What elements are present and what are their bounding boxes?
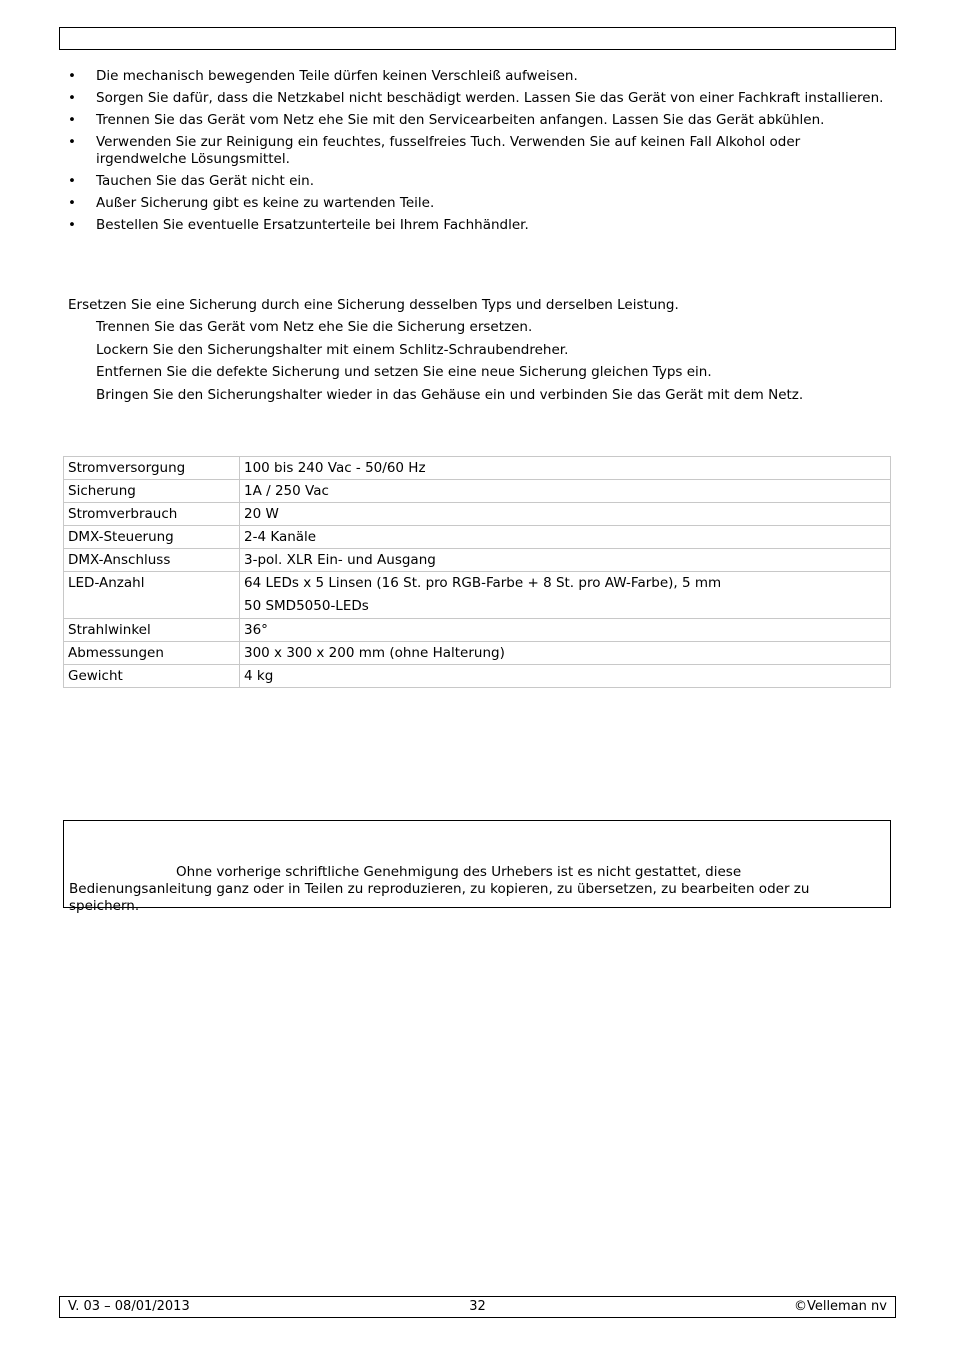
- fuse-steps-list: [96, 319, 803, 409]
- list-item: • Trennen Sie das Gerät vom Netz ehe Sie mit den Servicearbeiten anfangen. Lassen Sie das Gerät abkühlen.: [68, 112, 888, 129]
- table-row: [64, 549, 891, 572]
- spec-label: Stromversorgung: [64, 457, 240, 480]
- list-item: • Verwenden Sie zur Reinigung ein feuchtes, fusselfreies Tuch. Verwenden Sie auf keinen Fall Alkohol oder irgendwelche Lösungsmittel.: [68, 134, 888, 168]
- spec-value: 300 x 300 x 200 mm (ohne Halterung): [240, 642, 891, 665]
- list-item: • Sorgen Sie dafür, dass die Netzkabel nicht beschädigt werden. Lassen Sie das Gerät von einer Fachkraft installieren.: [68, 90, 888, 107]
- maintenance-bullet-list: [68, 68, 888, 239]
- spec-value: 2-4 Kanäle: [240, 526, 891, 549]
- table-row: [64, 619, 891, 642]
- spec-label: Gewicht: [64, 665, 240, 688]
- list-item: • Bestellen Sie eventuelle Ersatzunterteile bei Ihrem Fachhändler.: [68, 217, 888, 234]
- spec-label: Sicherung: [64, 480, 240, 503]
- spec-label: Stromverbrauch: [64, 503, 240, 526]
- spec-value: 100 bis 240 Vac - 50/60 Hz: [240, 457, 891, 480]
- page-footer: [59, 1296, 896, 1318]
- spec-value-line: 64 LEDs x 5 Linsen (16 St. pro RGB-Farbe + 8 St. pro AW-Farbe), 5 mm: [244, 575, 722, 591]
- copyright-notice-text: Ohne vorherige schriftliche Genehmigung des Urhebers ist es nicht gestattet, diese Bedienungsanleitung ganz oder in Teilen zu reproduzieren, zu kopieren, zu übersetzen, zu bearbeiten oder zu speichern.: [69, 864, 810, 914]
- spec-value-line: 50 SMD5050-LEDs: [244, 598, 369, 614]
- list-item: Entfernen Sie die defekte Sicherung und setzen Sie eine neue Sicherung gleichen Typs ein.: [96, 364, 712, 380]
- table-row: [64, 480, 891, 503]
- footer-version: V. 03 – 08/01/2013: [68, 1299, 190, 1314]
- list-item: Bringen Sie den Sicherungshalter wieder in das Gehäuse ein und verbinden Sie das Gerät mit dem Netz.: [96, 386, 804, 403]
- table-row: [64, 572, 891, 619]
- footer-page-number: 32: [469, 1299, 486, 1314]
- table-row: [64, 642, 891, 665]
- specifications-table: [63, 456, 891, 688]
- list-item: • Tauchen Sie das Gerät nicht ein.: [68, 173, 888, 190]
- spec-label: Strahlwinkel: [64, 619, 240, 642]
- spec-value: [240, 572, 891, 619]
- page-header-box: [59, 27, 896, 50]
- spec-value: 4 kg: [240, 665, 891, 688]
- spec-label: Abmessungen: [64, 642, 240, 665]
- list-item: Lockern Sie den Sicherungshalter mit einem Schlitz-Schraubendreher.: [96, 341, 569, 358]
- spec-value: 36°: [240, 619, 891, 642]
- list-item: • Außer Sicherung gibt es keine zu wartenden Teile.: [68, 195, 888, 212]
- table-row: [64, 665, 891, 688]
- spec-label: DMX-Steuerung: [64, 526, 240, 549]
- fuse-intro-text: Ersetzen Sie eine Sicherung durch eine Sicherung desselben Typs und derselben Leistung.: [68, 297, 679, 313]
- spec-label: LED-Anzahl: [64, 572, 240, 619]
- list-item: Trennen Sie das Gerät vom Netz ehe Sie die Sicherung ersetzen.: [96, 319, 533, 335]
- footer-company: ©Velleman nv: [793, 1299, 887, 1314]
- table-row: [64, 503, 891, 526]
- spec-label: DMX-Anschluss: [64, 549, 240, 572]
- table-row: [64, 526, 891, 549]
- list-item: • Die mechanisch bewegenden Teile dürfen keinen Verschleiß aufweisen.: [68, 68, 888, 85]
- spec-value: 20 W: [240, 503, 891, 526]
- table-row: [64, 457, 891, 480]
- spec-value: 3-pol. XLR Ein- und Ausgang: [240, 549, 891, 572]
- spec-value: 1A / 250 Vac: [240, 480, 891, 503]
- copyright-notice-box: [63, 820, 891, 914]
